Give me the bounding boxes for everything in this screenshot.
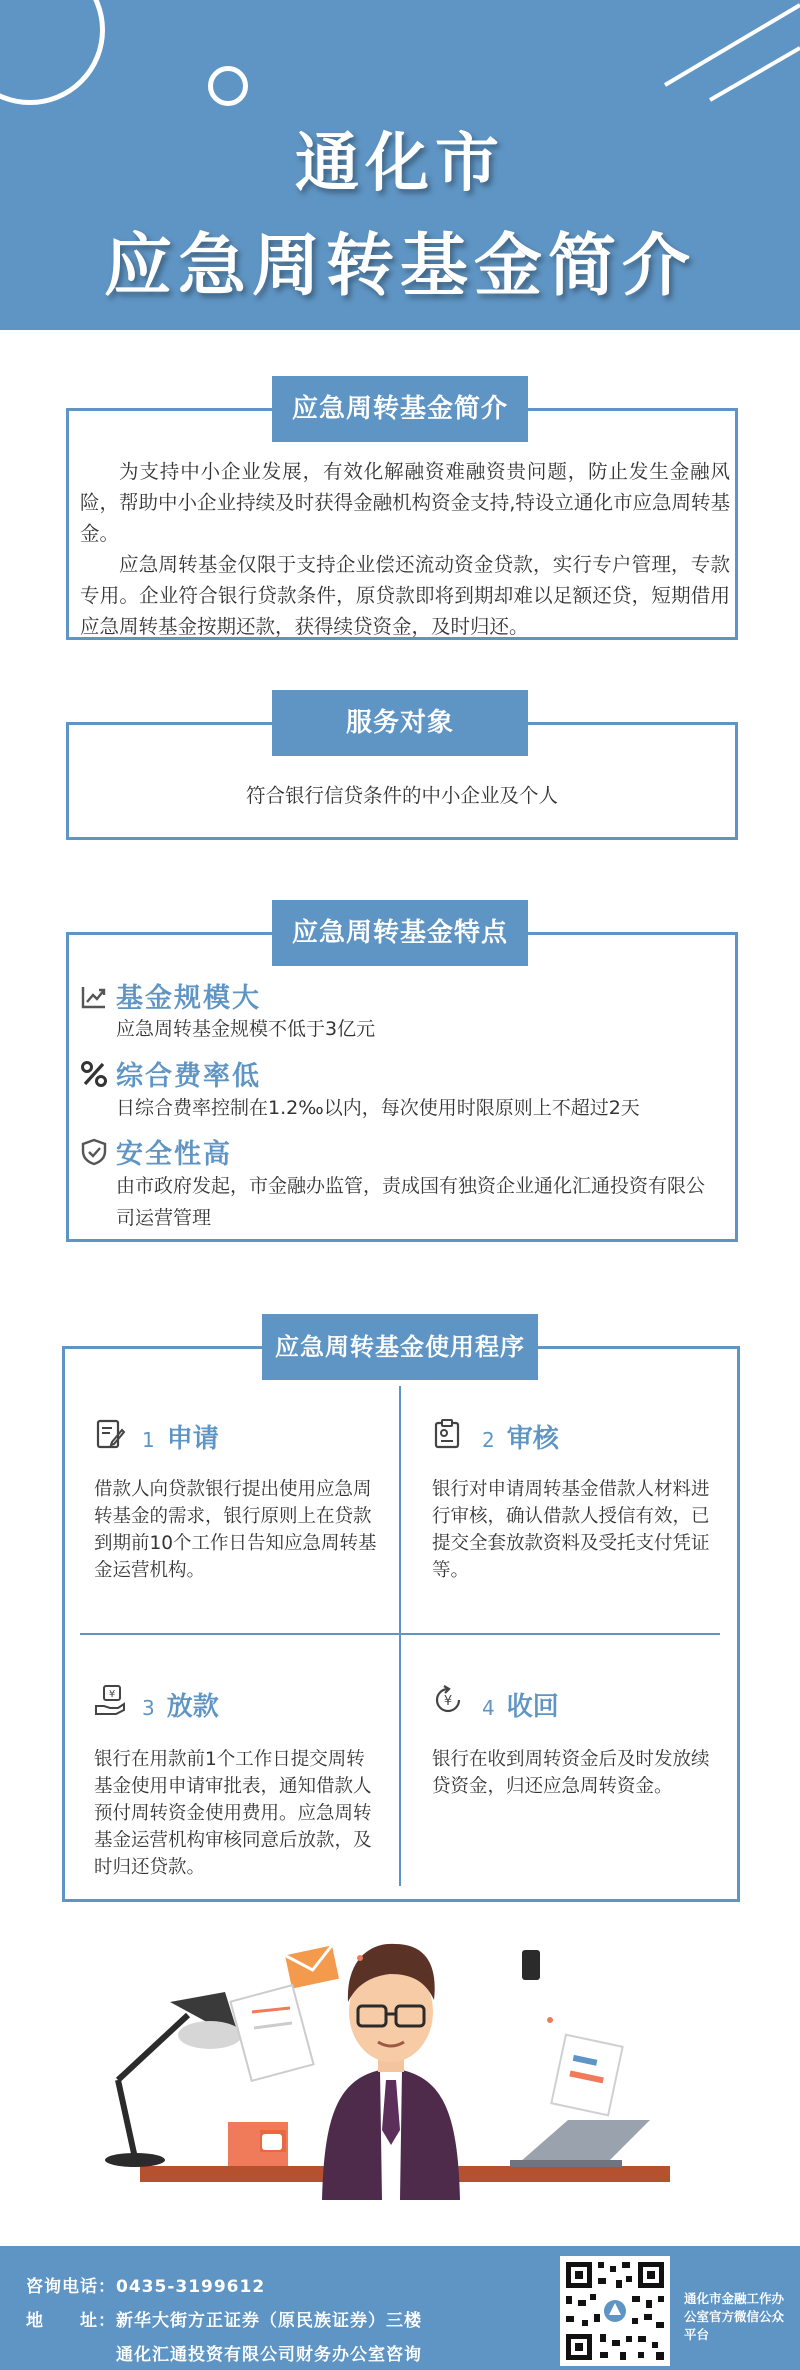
shield-check-icon — [80, 1138, 108, 1166]
step-2-heading — [482, 1418, 559, 1455]
feature-desc-3: 由市政府发起，市金融办监管，责成国有独资企业通化汇通投资有限公司运营管理 — [116, 1175, 706, 1229]
procedure-divider-vertical — [399, 1386, 401, 1886]
yen-return-icon — [432, 1684, 464, 1716]
phone-label: 咨询电话： — [26, 2277, 116, 2297]
money-hand-icon — [94, 1684, 126, 1716]
footer-address-row — [26, 2306, 422, 2331]
address-line-1: 新华大街方正证券（原民族证券）三楼 — [116, 2311, 422, 2331]
svg-text:¥: ¥ — [108, 1689, 116, 1700]
percent-icon — [80, 1060, 108, 1088]
header-title-line2: 应急周转基金简介 — [103, 227, 696, 306]
step-4-number: 4 — [482, 1696, 495, 1720]
application-form-icon — [94, 1418, 126, 1450]
feature-desc-1: 应急周转基金规模不低于3亿元 — [116, 1018, 376, 1040]
intro-paragraph-1: 为支持中小企业发展，有效化解融资难融资贵问题，防止发生金融风险，帮助中小企业持续及时获得金融机构资金支持,特设立通化市应急周转基金。 — [80, 460, 730, 545]
step-4-title: 收回 — [506, 1692, 559, 1722]
svg-text:¥: ¥ — [443, 1694, 453, 1709]
step-3-number: 3 — [142, 1696, 155, 1720]
address-label: 地 址： — [26, 2311, 116, 2331]
decorative-ring-small — [208, 66, 248, 106]
service-text: 符合银行信贷条件的中小企业及个人 — [245, 784, 558, 807]
header-banner — [0, 0, 800, 330]
footer — [0, 2246, 800, 2370]
step-2-title: 审核 — [506, 1424, 559, 1454]
step-3-text: 银行在用款前1个工作日提交周转基金使用申请审批表，通知借款人预付周转资金使用费用。应急周转基金运营机构审核同意后放款，及时归还贷款。 — [94, 1749, 372, 1878]
step-1-title: 申请 — [166, 1424, 219, 1454]
decorative-lines — [570, 0, 800, 110]
address-line-2: 通化汇通投资有限公司财务办公室咨询 — [116, 2345, 422, 2365]
trend-chart-icon — [80, 982, 108, 1010]
businessman-illustration — [90, 1930, 710, 2200]
step-2-number: 2 — [482, 1428, 495, 1452]
intro-text — [80, 456, 730, 642]
qr-code — [560, 2256, 670, 2366]
qr-note: 通化市金融工作办公室官方微信公众平台 — [684, 2291, 785, 2342]
step-3-heading — [142, 1686, 219, 1723]
step-3-title: 放款 — [166, 1692, 219, 1722]
intro-paragraph-2: 应急周转基金仅限于支持企业偿还流动资金贷款，实行专户管理，专款专用。企业符合银行贷款条件，原贷款即将到期却难以足额还贷，短期借用应急周转基金按期还款，获得续贷资金，及时归还。 — [80, 553, 730, 638]
phone-number: 0435-3199612 — [116, 2277, 266, 2297]
step-1-text: 借款人向贷款银行提出使用应急周转基金的需求，银行原则上在贷款到期前10个工作日告知应急周转基金运营机构。 — [94, 1479, 377, 1581]
feature-title-1: 基金规模大 — [116, 983, 261, 1014]
features-tag: 应急周转基金特点 — [272, 900, 528, 966]
procedure-divider-horizontal — [80, 1633, 720, 1635]
step-4-heading — [482, 1686, 559, 1723]
header-title-line1: 通化市 — [295, 127, 505, 201]
procedure-tag: 应急周转基金使用程序 — [262, 1314, 538, 1380]
service-tag: 服务对象 — [272, 690, 528, 756]
intro-tag: 应急周转基金简介 — [272, 376, 528, 442]
footer-phone-row — [26, 2272, 265, 2297]
step-1-heading — [142, 1418, 219, 1455]
feature-title-2: 综合费率低 — [116, 1061, 261, 1092]
decorative-ring-large — [0, 0, 105, 105]
step-1-number: 1 — [142, 1428, 155, 1452]
step-2-text: 银行对申请周转基金借款人材料进行审核，确认借款人授信有效，已提交全套放款资料及受托支付凭证等。 — [432, 1479, 710, 1581]
step-4-text: 银行在收到周转资金后及时发放续贷资金，归还应急周转资金。 — [432, 1749, 710, 1797]
review-document-icon — [432, 1418, 464, 1450]
feature-title-3: 安全性高 — [116, 1139, 232, 1170]
feature-desc-2: 日综合费率控制在1.2‰以内，每次使用时限原则上不超过2天 — [116, 1097, 640, 1119]
